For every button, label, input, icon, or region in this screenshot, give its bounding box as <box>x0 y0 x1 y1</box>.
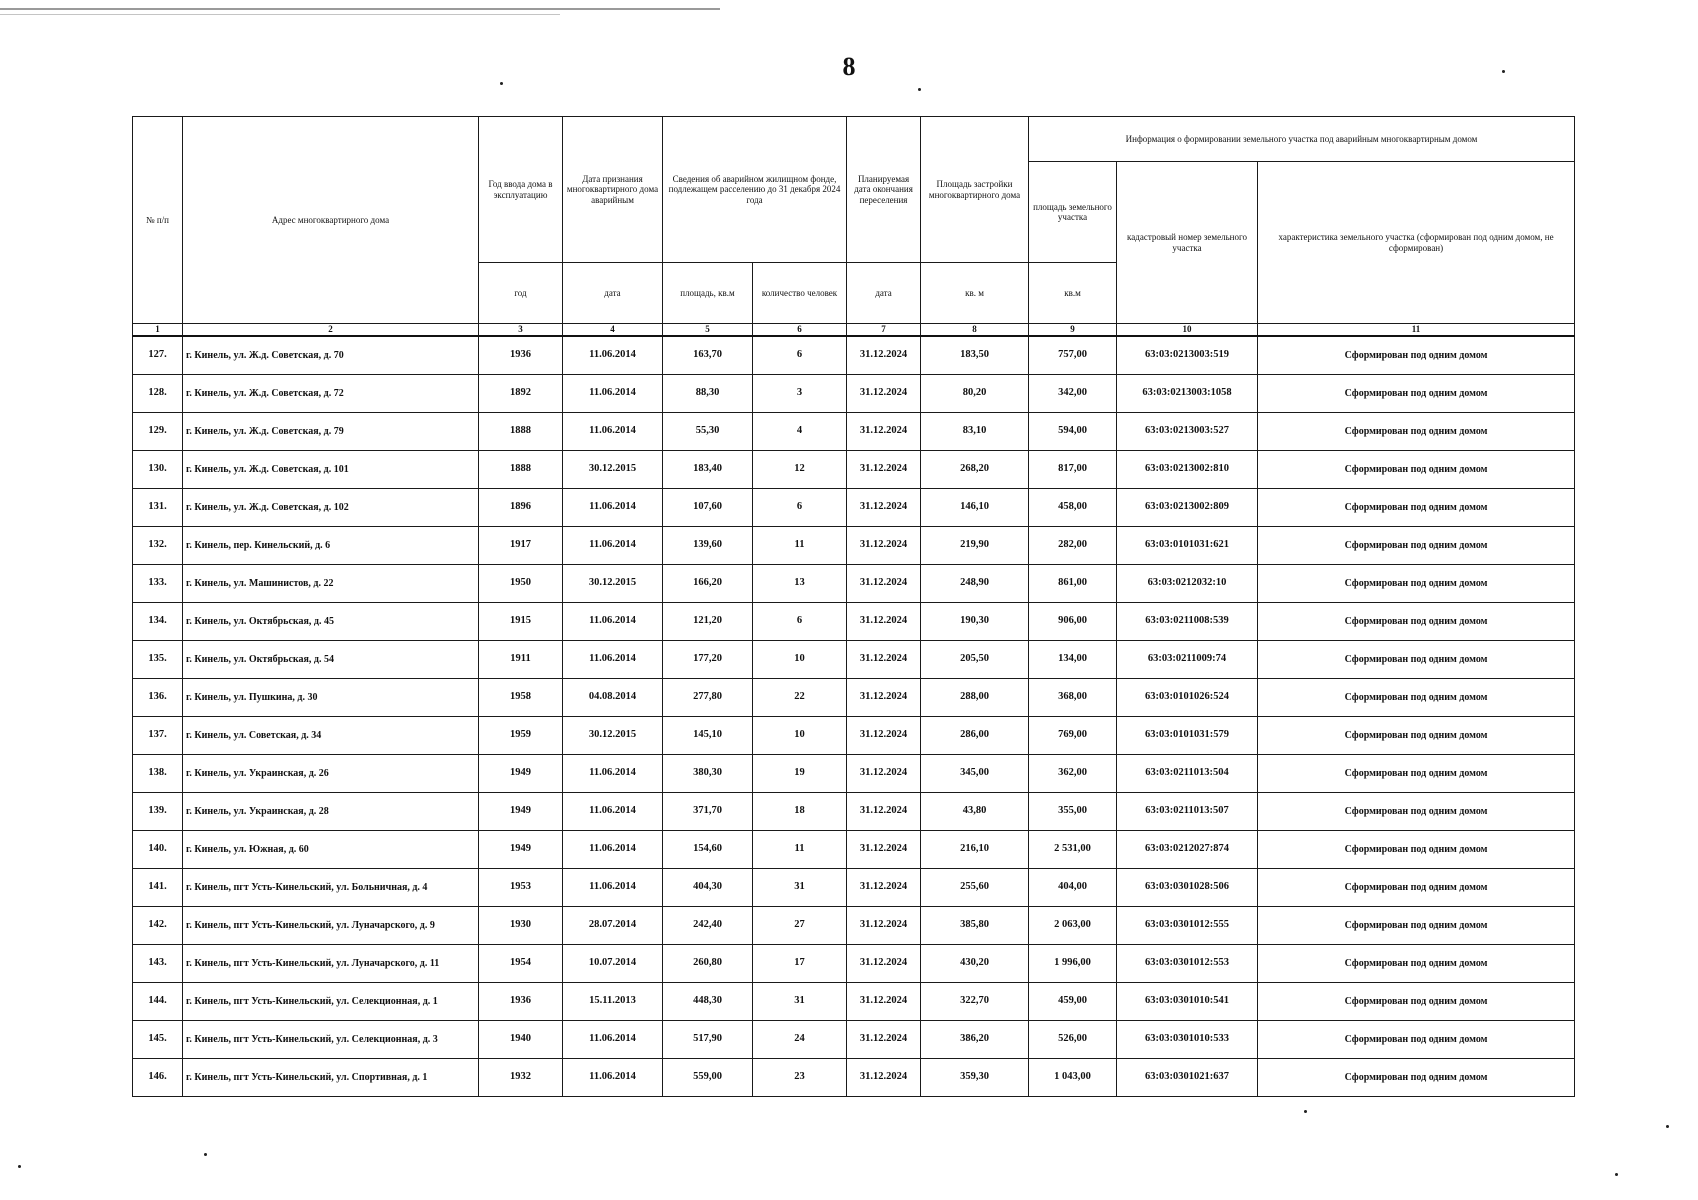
plan-date-cell: 31.12.2024 <box>847 793 921 831</box>
scan-speck <box>918 88 921 91</box>
row-number: 142. <box>133 907 183 945</box>
building-area-cell: 385,80 <box>921 907 1029 945</box>
column-number: 3 <box>479 324 563 337</box>
table-row <box>133 755 1575 793</box>
housing-register-table-wrap <box>132 116 1575 1097</box>
area-cell: 260,80 <box>663 945 753 983</box>
cadastral-cell: 63:03:0213002:810 <box>1117 451 1258 489</box>
header-address: Адрес многоквартирного дома <box>183 117 479 324</box>
column-number: 10 <box>1117 324 1258 337</box>
area-cell: 559,00 <box>663 1059 753 1097</box>
table-row <box>133 375 1575 413</box>
plan-date-cell: 31.12.2024 <box>847 565 921 603</box>
year-cell: 1950 <box>479 565 563 603</box>
plan-date-cell: 31.12.2024 <box>847 869 921 907</box>
table-row <box>133 983 1575 1021</box>
plan-date-cell: 31.12.2024 <box>847 336 921 375</box>
header-building-area: Площадь застройки многоквартирного дома <box>921 117 1029 263</box>
building-area-cell: 205,50 <box>921 641 1029 679</box>
building-area-cell: 386,20 <box>921 1021 1029 1059</box>
year-cell: 1932 <box>479 1059 563 1097</box>
table-row <box>133 603 1575 641</box>
land-area-cell: 342,00 <box>1029 375 1117 413</box>
building-area-cell: 83,10 <box>921 413 1029 451</box>
address-cell: г. Кинель, пгт Усть-Кинельский, ул. Луначарского, д. 11 <box>183 945 479 983</box>
area-cell: 177,20 <box>663 641 753 679</box>
table-row <box>133 1021 1575 1059</box>
people-cell: 12 <box>753 451 847 489</box>
land-area-cell: 404,00 <box>1029 869 1117 907</box>
table-row <box>133 831 1575 869</box>
building-area-cell: 359,30 <box>921 1059 1029 1097</box>
year-cell: 1888 <box>479 413 563 451</box>
plan-date-cell: 31.12.2024 <box>847 527 921 565</box>
area-cell: 371,70 <box>663 793 753 831</box>
people-cell: 22 <box>753 679 847 717</box>
plan-date-cell: 31.12.2024 <box>847 907 921 945</box>
emergency-date-cell: 11.06.2014 <box>563 413 663 451</box>
table-row <box>133 679 1575 717</box>
area-cell: 404,30 <box>663 869 753 907</box>
emergency-date-cell: 11.06.2014 <box>563 603 663 641</box>
year-cell: 1888 <box>479 451 563 489</box>
housing-register-table <box>132 116 1575 1097</box>
area-cell: 183,40 <box>663 451 753 489</box>
status-cell: Сформирован под одним домом <box>1258 603 1575 641</box>
address-cell: г. Кинель, пгт Усть-Кинельский, ул. Селекционная, д. 3 <box>183 1021 479 1059</box>
year-cell: 1953 <box>479 869 563 907</box>
people-cell: 18 <box>753 793 847 831</box>
plan-date-cell: 31.12.2024 <box>847 1021 921 1059</box>
row-number: 128. <box>133 375 183 413</box>
status-cell: Сформирован под одним домом <box>1258 983 1575 1021</box>
emergency-date-cell: 11.06.2014 <box>563 793 663 831</box>
column-number: 4 <box>563 324 663 337</box>
unit-area: площадь, кв.м <box>663 263 753 324</box>
status-cell: Сформирован под одним домом <box>1258 793 1575 831</box>
year-cell: 1896 <box>479 489 563 527</box>
cadastral-cell: 63:03:0213003:519 <box>1117 336 1258 375</box>
address-cell: г. Кинель, пгт Усть-Кинельский, ул. Селекционная, д. 1 <box>183 983 479 1021</box>
header-row-number: № п/п <box>133 117 183 324</box>
address-cell: г. Кинель, пгт Усть-Кинельский, ул. Луначарского, д. 9 <box>183 907 479 945</box>
area-cell: 380,30 <box>663 755 753 793</box>
status-cell: Сформирован под одним домом <box>1258 336 1575 375</box>
address-cell: г. Кинель, ул. Украинская, д. 26 <box>183 755 479 793</box>
row-number: 136. <box>133 679 183 717</box>
building-area-cell: 80,20 <box>921 375 1029 413</box>
address-cell: г. Кинель, ул. Ж.д. Советская, д. 101 <box>183 451 479 489</box>
address-cell: г. Кинель, ул. Октябрьская, д. 45 <box>183 603 479 641</box>
area-cell: 448,30 <box>663 983 753 1021</box>
cadastral-cell: 63:03:0211008:539 <box>1117 603 1258 641</box>
scan-edge-line <box>0 8 720 10</box>
row-number: 130. <box>133 451 183 489</box>
emergency-date-cell: 11.06.2014 <box>563 831 663 869</box>
plan-date-cell: 31.12.2024 <box>847 831 921 869</box>
emergency-date-cell: 10.07.2014 <box>563 945 663 983</box>
building-area-cell: 190,30 <box>921 603 1029 641</box>
cadastral-cell: 63:03:0301010:541 <box>1117 983 1258 1021</box>
address-cell: г. Кинель, ул. Ж.д. Советская, д. 70 <box>183 336 479 375</box>
table-row <box>133 1059 1575 1097</box>
land-area-cell: 817,00 <box>1029 451 1117 489</box>
year-cell: 1892 <box>479 375 563 413</box>
land-area-cell: 594,00 <box>1029 413 1117 451</box>
status-cell: Сформирован под одним домом <box>1258 869 1575 907</box>
cadastral-cell: 63:03:0101031:621 <box>1117 527 1258 565</box>
land-area-cell: 362,00 <box>1029 755 1117 793</box>
cadastral-cell: 63:03:0301010:533 <box>1117 1021 1258 1059</box>
status-cell: Сформирован под одним домом <box>1258 945 1575 983</box>
emergency-date-cell: 04.08.2014 <box>563 679 663 717</box>
plan-date-cell: 31.12.2024 <box>847 413 921 451</box>
people-cell: 10 <box>753 641 847 679</box>
plan-date-cell: 31.12.2024 <box>847 489 921 527</box>
year-cell: 1959 <box>479 717 563 755</box>
header-land-area: площадь земельного участка <box>1029 162 1117 263</box>
status-cell: Сформирован под одним домом <box>1258 641 1575 679</box>
unit-date: дата <box>563 263 663 324</box>
status-cell: Сформирован под одним домом <box>1258 1021 1575 1059</box>
year-cell: 1930 <box>479 907 563 945</box>
address-cell: г. Кинель, ул. Пушкина, д. 30 <box>183 679 479 717</box>
land-area-cell: 526,00 <box>1029 1021 1117 1059</box>
emergency-date-cell: 11.06.2014 <box>563 489 663 527</box>
column-number: 11 <box>1258 324 1575 337</box>
row-number: 139. <box>133 793 183 831</box>
status-cell: Сформирован под одним домом <box>1258 413 1575 451</box>
column-number: 7 <box>847 324 921 337</box>
area-cell: 88,30 <box>663 375 753 413</box>
status-cell: Сформирован под одним домом <box>1258 717 1575 755</box>
year-cell: 1936 <box>479 336 563 375</box>
emergency-date-cell: 11.06.2014 <box>563 755 663 793</box>
column-number: 1 <box>133 324 183 337</box>
land-area-cell: 906,00 <box>1029 603 1117 641</box>
row-number: 134. <box>133 603 183 641</box>
status-cell: Сформирован под одним домом <box>1258 679 1575 717</box>
status-cell: Сформирован под одним домом <box>1258 907 1575 945</box>
table-row <box>133 945 1575 983</box>
row-number: 146. <box>133 1059 183 1097</box>
unit-building-area: кв. м <box>921 263 1029 324</box>
address-cell: г. Кинель, ул. Ж.д. Советская, д. 102 <box>183 489 479 527</box>
emergency-date-cell: 11.06.2014 <box>563 869 663 907</box>
people-cell: 11 <box>753 831 847 869</box>
land-area-cell: 355,00 <box>1029 793 1117 831</box>
address-cell: г. Кинель, ул. Машинистов, д. 22 <box>183 565 479 603</box>
plan-date-cell: 31.12.2024 <box>847 945 921 983</box>
plan-date-cell: 31.12.2024 <box>847 1059 921 1097</box>
cadastral-cell: 63:03:0301012:553 <box>1117 945 1258 983</box>
area-cell: 163,70 <box>663 336 753 375</box>
people-cell: 3 <box>753 375 847 413</box>
emergency-date-cell: 11.06.2014 <box>563 527 663 565</box>
scan-speck <box>18 1165 21 1168</box>
row-number: 133. <box>133 565 183 603</box>
scan-speck <box>1666 1125 1669 1128</box>
cadastral-cell: 63:03:0212027:874 <box>1117 831 1258 869</box>
emergency-date-cell: 30.12.2015 <box>563 451 663 489</box>
plan-date-cell: 31.12.2024 <box>847 375 921 413</box>
people-cell: 11 <box>753 527 847 565</box>
emergency-date-cell: 11.06.2014 <box>563 641 663 679</box>
table-row <box>133 527 1575 565</box>
people-cell: 19 <box>753 755 847 793</box>
land-area-cell: 458,00 <box>1029 489 1117 527</box>
row-number: 143. <box>133 945 183 983</box>
people-cell: 31 <box>753 869 847 907</box>
people-cell: 6 <box>753 489 847 527</box>
cadastral-cell: 63:03:0101031:579 <box>1117 717 1258 755</box>
status-cell: Сформирован под одним домом <box>1258 527 1575 565</box>
table-row <box>133 489 1575 527</box>
column-number: 6 <box>753 324 847 337</box>
year-cell: 1917 <box>479 527 563 565</box>
row-number: 131. <box>133 489 183 527</box>
year-cell: 1949 <box>479 793 563 831</box>
building-area-cell: 248,90 <box>921 565 1029 603</box>
people-cell: 6 <box>753 603 847 641</box>
status-cell: Сформирован под одним домом <box>1258 755 1575 793</box>
building-area-cell: 43,80 <box>921 793 1029 831</box>
cadastral-cell: 63:03:0213002:809 <box>1117 489 1258 527</box>
land-area-cell: 134,00 <box>1029 641 1117 679</box>
table-row <box>133 565 1575 603</box>
cadastral-cell: 63:03:0213003:1058 <box>1117 375 1258 413</box>
row-number: 138. <box>133 755 183 793</box>
cadastral-cell: 63:03:0211013:504 <box>1117 755 1258 793</box>
building-area-cell: 219,90 <box>921 527 1029 565</box>
table-row <box>133 793 1575 831</box>
status-cell: Сформирован под одним домом <box>1258 1059 1575 1097</box>
status-cell: Сформирован под одним домом <box>1258 489 1575 527</box>
scan-edge-line <box>0 14 560 15</box>
land-area-cell: 1 043,00 <box>1029 1059 1117 1097</box>
header-emergency-fund-info: Сведения об аварийном жилищном фонде, подлежащем расселению до 31 декабря 2024 года <box>663 117 847 263</box>
table-row <box>133 413 1575 451</box>
building-area-cell: 268,20 <box>921 451 1029 489</box>
address-cell: г. Кинель, ул. Ж.д. Советская, д. 72 <box>183 375 479 413</box>
land-area-cell: 459,00 <box>1029 983 1117 1021</box>
table-row <box>133 336 1575 375</box>
row-number: 132. <box>133 527 183 565</box>
row-number: 145. <box>133 1021 183 1059</box>
land-area-cell: 282,00 <box>1029 527 1117 565</box>
people-cell: 27 <box>753 907 847 945</box>
emergency-date-cell: 30.12.2015 <box>563 565 663 603</box>
building-area-cell: 255,60 <box>921 869 1029 907</box>
row-number: 135. <box>133 641 183 679</box>
row-number: 129. <box>133 413 183 451</box>
unit-land-area: кв.м <box>1029 263 1117 324</box>
land-area-cell: 769,00 <box>1029 717 1117 755</box>
year-cell: 1954 <box>479 945 563 983</box>
unit-plan-date: дата <box>847 263 921 324</box>
year-cell: 1936 <box>479 983 563 1021</box>
area-cell: 139,60 <box>663 527 753 565</box>
scan-speck <box>1304 1110 1307 1113</box>
area-cell: 55,30 <box>663 413 753 451</box>
row-number: 137. <box>133 717 183 755</box>
column-number: 2 <box>183 324 479 337</box>
table-row <box>133 451 1575 489</box>
column-number-row <box>133 324 1575 337</box>
people-cell: 4 <box>753 413 847 451</box>
address-cell: г. Кинель, ул. Южная, д. 60 <box>183 831 479 869</box>
people-cell: 6 <box>753 336 847 375</box>
people-cell: 17 <box>753 945 847 983</box>
scan-speck <box>1502 70 1505 73</box>
emergency-date-cell: 11.06.2014 <box>563 336 663 375</box>
building-area-cell: 286,00 <box>921 717 1029 755</box>
plan-date-cell: 31.12.2024 <box>847 641 921 679</box>
year-cell: 1911 <box>479 641 563 679</box>
cadastral-cell: 63:03:0212032:10 <box>1117 565 1258 603</box>
building-area-cell: 322,70 <box>921 983 1029 1021</box>
cadastral-cell: 63:03:0301028:506 <box>1117 869 1258 907</box>
row-number: 144. <box>133 983 183 1021</box>
unit-people: количество человек <box>753 263 847 324</box>
header-commission-year: Год ввода дома в эксплуатацию <box>479 117 563 263</box>
emergency-date-cell: 28.07.2014 <box>563 907 663 945</box>
address-cell: г. Кинель, пгт Усть-Кинельский, ул. Спортивная, д. 1 <box>183 1059 479 1097</box>
address-cell: г. Кинель, пер. Кинельский, д. 6 <box>183 527 479 565</box>
header-emergency-date: Дата признания многоквартирного дома аварийным <box>563 117 663 263</box>
cadastral-cell: 63:03:0301021:637 <box>1117 1059 1258 1097</box>
year-cell: 1958 <box>479 679 563 717</box>
land-area-cell: 2 531,00 <box>1029 831 1117 869</box>
address-cell: г. Кинель, ул. Ж.д. Советская, д. 79 <box>183 413 479 451</box>
table-row <box>133 717 1575 755</box>
people-cell: 23 <box>753 1059 847 1097</box>
people-cell: 24 <box>753 1021 847 1059</box>
address-cell: г. Кинель, пгт Усть-Кинельский, ул. Больничная, д. 4 <box>183 869 479 907</box>
year-cell: 1949 <box>479 831 563 869</box>
area-cell: 154,60 <box>663 831 753 869</box>
cadastral-cell: 63:03:0211013:507 <box>1117 793 1258 831</box>
cadastral-cell: 63:03:0213003:527 <box>1117 413 1258 451</box>
emergency-date-cell: 11.06.2014 <box>563 1021 663 1059</box>
plan-date-cell: 31.12.2024 <box>847 679 921 717</box>
area-cell: 145,10 <box>663 717 753 755</box>
building-area-cell: 183,50 <box>921 336 1029 375</box>
area-cell: 242,40 <box>663 907 753 945</box>
building-area-cell: 216,10 <box>921 831 1029 869</box>
cadastral-cell: 63:03:0211009:74 <box>1117 641 1258 679</box>
status-cell: Сформирован под одним домом <box>1258 451 1575 489</box>
scan-speck <box>1615 1173 1618 1176</box>
emergency-date-cell: 11.06.2014 <box>563 1059 663 1097</box>
land-area-cell: 1 996,00 <box>1029 945 1117 983</box>
address-cell: г. Кинель, ул. Октябрьская, д. 54 <box>183 641 479 679</box>
address-cell: г. Кинель, ул. Украинская, д. 28 <box>183 793 479 831</box>
land-area-cell: 2 063,00 <box>1029 907 1117 945</box>
land-area-cell: 757,00 <box>1029 336 1117 375</box>
cadastral-cell: 63:03:0101026:524 <box>1117 679 1258 717</box>
building-area-cell: 288,00 <box>921 679 1029 717</box>
unit-year: год <box>479 263 563 324</box>
plan-date-cell: 31.12.2024 <box>847 983 921 1021</box>
table-row <box>133 907 1575 945</box>
row-number: 140. <box>133 831 183 869</box>
emergency-date-cell: 11.06.2014 <box>563 375 663 413</box>
people-cell: 13 <box>753 565 847 603</box>
page-number: 8 <box>842 52 856 81</box>
scan-speck <box>204 1153 207 1156</box>
plan-date-cell: 31.12.2024 <box>847 603 921 641</box>
header-land-characteristic: характеристика земельного участка (сформирован под одним домом, не сформирован) <box>1258 162 1575 324</box>
land-area-cell: 368,00 <box>1029 679 1117 717</box>
area-cell: 121,20 <box>663 603 753 641</box>
header-planned-resettlement-date: Планируемая дата окончания переселения <box>847 117 921 263</box>
emergency-date-cell: 15.11.2013 <box>563 983 663 1021</box>
building-area-cell: 430,20 <box>921 945 1029 983</box>
year-cell: 1915 <box>479 603 563 641</box>
area-cell: 517,90 <box>663 1021 753 1059</box>
scan-speck <box>500 82 503 85</box>
header-cadastral-number: кадастровый номер земельного участка <box>1117 162 1258 324</box>
row-number: 127. <box>133 336 183 375</box>
header-land-plot-info: Информация о формировании земельного участка под аварийным многоквартирным домом <box>1029 117 1575 162</box>
status-cell: Сформирован под одним домом <box>1258 565 1575 603</box>
status-cell: Сформирован под одним домом <box>1258 375 1575 413</box>
building-area-cell: 345,00 <box>921 755 1029 793</box>
people-cell: 10 <box>753 717 847 755</box>
status-cell: Сформирован под одним домом <box>1258 831 1575 869</box>
table-row <box>133 641 1575 679</box>
column-number: 8 <box>921 324 1029 337</box>
plan-date-cell: 31.12.2024 <box>847 755 921 793</box>
column-number: 9 <box>1029 324 1117 337</box>
area-cell: 166,20 <box>663 565 753 603</box>
year-cell: 1949 <box>479 755 563 793</box>
plan-date-cell: 31.12.2024 <box>847 451 921 489</box>
area-cell: 107,60 <box>663 489 753 527</box>
row-number: 141. <box>133 869 183 907</box>
building-area-cell: 146,10 <box>921 489 1029 527</box>
plan-date-cell: 31.12.2024 <box>847 717 921 755</box>
cadastral-cell: 63:03:0301012:555 <box>1117 907 1258 945</box>
table-row <box>133 869 1575 907</box>
emergency-date-cell: 30.12.2015 <box>563 717 663 755</box>
column-number: 5 <box>663 324 753 337</box>
people-cell: 31 <box>753 983 847 1021</box>
land-area-cell: 861,00 <box>1029 565 1117 603</box>
address-cell: г. Кинель, ул. Советская, д. 34 <box>183 717 479 755</box>
year-cell: 1940 <box>479 1021 563 1059</box>
area-cell: 277,80 <box>663 679 753 717</box>
